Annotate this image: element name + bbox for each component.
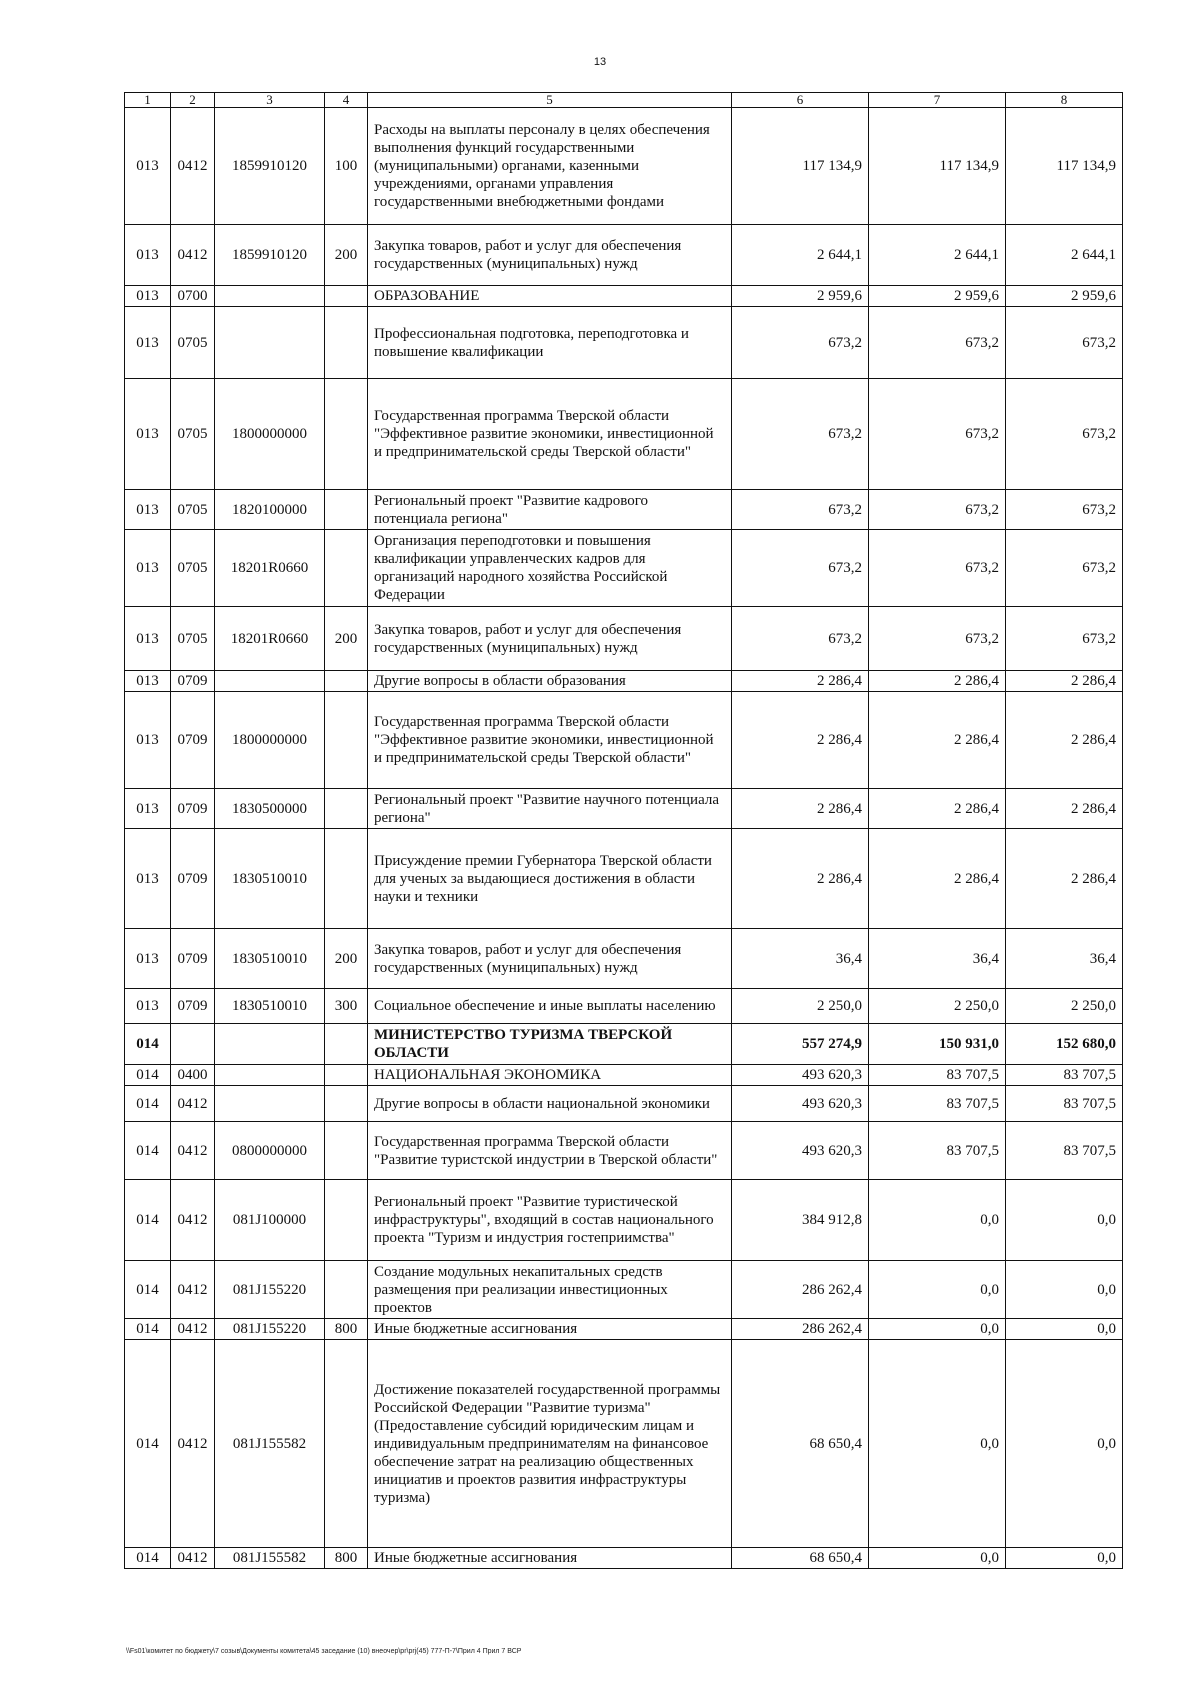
amount-year1-cell: 2 286,4 xyxy=(732,671,869,692)
table-row xyxy=(125,1122,1123,1180)
table-row xyxy=(125,671,1123,692)
amount-year3-cell: 0,0 xyxy=(1006,1180,1123,1261)
admin-code-cell: 013 xyxy=(125,692,171,789)
table-row xyxy=(125,1319,1123,1340)
item-name-cell: ОБРАЗОВАНИЕ xyxy=(368,286,732,307)
expense-type-cell: 300 xyxy=(325,989,368,1024)
section-code-cell: 0705 xyxy=(171,607,215,671)
expense-type-cell xyxy=(325,1122,368,1180)
admin-code-cell: 013 xyxy=(125,607,171,671)
amount-year1-cell: 36,4 xyxy=(732,929,869,989)
amount-year2-cell: 2 250,0 xyxy=(869,989,1006,1024)
item-name-cell: Создание модульных некапитальных средств размещения при реализации инвестиционных проектов xyxy=(368,1261,732,1319)
admin-code-cell: 013 xyxy=(125,929,171,989)
target-code-cell: 1830500000 xyxy=(215,789,325,829)
target-code-cell: 081J155582 xyxy=(215,1548,325,1569)
amount-year3-cell: 2 644,1 xyxy=(1006,225,1123,286)
table-row xyxy=(125,1261,1123,1319)
target-code-cell: 1830510010 xyxy=(215,989,325,1024)
section-code-cell xyxy=(171,1024,215,1065)
item-name-cell: МИНИСТЕРСТВО ТУРИЗМА ТВЕРСКОЙ ОБЛАСТИ xyxy=(368,1024,732,1065)
section-code-cell: 0709 xyxy=(171,989,215,1024)
column-header: 3 xyxy=(215,93,325,108)
table-row xyxy=(125,829,1123,929)
section-code-cell: 0705 xyxy=(171,307,215,379)
column-header: 4 xyxy=(325,93,368,108)
amount-year3-cell: 0,0 xyxy=(1006,1340,1123,1548)
expense-type-cell xyxy=(325,829,368,929)
item-name-cell: Закупка товаров, работ и услуг для обеспечения государственных (муниципальных) нужд xyxy=(368,929,732,989)
section-code-cell: 0412 xyxy=(171,1340,215,1548)
table-row xyxy=(125,1180,1123,1261)
table-row xyxy=(125,225,1123,286)
amount-year1-cell: 493 620,3 xyxy=(732,1122,869,1180)
section-code-cell: 0709 xyxy=(171,829,215,929)
section-code-cell: 0412 xyxy=(171,1319,215,1340)
admin-code-cell: 013 xyxy=(125,490,171,530)
admin-code-cell: 013 xyxy=(125,829,171,929)
amount-year1-cell: 117 134,9 xyxy=(732,108,869,225)
admin-code-cell: 013 xyxy=(125,225,171,286)
amount-year1-cell: 2 250,0 xyxy=(732,989,869,1024)
column-header: 1 xyxy=(125,93,171,108)
amount-year3-cell: 152 680,0 xyxy=(1006,1024,1123,1065)
amount-year2-cell: 83 707,5 xyxy=(869,1086,1006,1122)
expense-type-cell xyxy=(325,692,368,789)
amount-year2-cell: 0,0 xyxy=(869,1340,1006,1548)
expense-type-cell xyxy=(325,490,368,530)
amount-year3-cell: 673,2 xyxy=(1006,607,1123,671)
amount-year2-cell: 673,2 xyxy=(869,530,1006,607)
table-row xyxy=(125,989,1123,1024)
amount-year3-cell: 2 286,4 xyxy=(1006,789,1123,829)
amount-year3-cell: 673,2 xyxy=(1006,307,1123,379)
table-row xyxy=(125,692,1123,789)
table-row xyxy=(125,286,1123,307)
table-row xyxy=(125,789,1123,829)
item-name-cell: Организация переподготовки и повышения квалификации управленческих кадров для организаций народного хозяйства Российской Федерации xyxy=(368,530,732,607)
expense-type-cell: 200 xyxy=(325,929,368,989)
amount-year1-cell: 2 286,4 xyxy=(732,692,869,789)
target-code-cell: 18201R0660 xyxy=(215,530,325,607)
admin-code-cell: 014 xyxy=(125,1065,171,1086)
target-code-cell: 1859910120 xyxy=(215,108,325,225)
item-name-cell: Региональный проект "Развитие кадрового потенциала региона" xyxy=(368,490,732,530)
column-header-row xyxy=(125,93,1123,108)
amount-year3-cell: 2 250,0 xyxy=(1006,989,1123,1024)
amount-year1-cell: 493 620,3 xyxy=(732,1065,869,1086)
item-name-cell: Государственная программа Тверской области "Эффективное развитие экономики, инвестиционной и предпринимательской среды Тверской области" xyxy=(368,692,732,789)
target-code-cell xyxy=(215,286,325,307)
item-name-cell: Государственная программа Тверской области "Развитие туристской индустрии в Тверской области" xyxy=(368,1122,732,1180)
item-name-cell: Профессиональная подготовка, переподготовка и повышение квалификации xyxy=(368,307,732,379)
section-code-cell: 0705 xyxy=(171,490,215,530)
target-code-cell: 081J155220 xyxy=(215,1261,325,1319)
admin-code-cell: 014 xyxy=(125,1122,171,1180)
item-name-cell: Присуждение премии Губернатора Тверской области для ученых за выдающиеся достижения в области науки и техники xyxy=(368,829,732,929)
amount-year1-cell: 2 644,1 xyxy=(732,225,869,286)
amount-year2-cell: 150 931,0 xyxy=(869,1024,1006,1065)
amount-year1-cell: 2 286,4 xyxy=(732,829,869,929)
item-name-cell: НАЦИОНАЛЬНАЯ ЭКОНОМИКА xyxy=(368,1065,732,1086)
column-header: 7 xyxy=(869,93,1006,108)
target-code-cell: 081J100000 xyxy=(215,1180,325,1261)
amount-year2-cell: 673,2 xyxy=(869,379,1006,490)
section-code-cell: 0412 xyxy=(171,1261,215,1319)
admin-code-cell: 013 xyxy=(125,379,171,490)
admin-code-cell: 014 xyxy=(125,1261,171,1319)
item-name-cell: Другие вопросы в области образования xyxy=(368,671,732,692)
target-code-cell: 1830510010 xyxy=(215,929,325,989)
table-body xyxy=(125,93,1123,1569)
amount-year2-cell: 36,4 xyxy=(869,929,1006,989)
table-row xyxy=(125,1086,1123,1122)
amount-year3-cell: 117 134,9 xyxy=(1006,108,1123,225)
item-name-cell: Закупка товаров, работ и услуг для обеспечения государственных (муниципальных) нужд xyxy=(368,607,732,671)
expense-type-cell: 200 xyxy=(325,225,368,286)
section-code-cell: 0709 xyxy=(171,671,215,692)
amount-year3-cell: 2 286,4 xyxy=(1006,671,1123,692)
amount-year1-cell: 2 286,4 xyxy=(732,789,869,829)
admin-code-cell: 014 xyxy=(125,1024,171,1065)
expense-type-cell xyxy=(325,307,368,379)
amount-year1-cell: 68 650,4 xyxy=(732,1340,869,1548)
expense-type-cell xyxy=(325,1340,368,1548)
section-code-cell: 0412 xyxy=(171,1122,215,1180)
amount-year1-cell: 2 959,6 xyxy=(732,286,869,307)
amount-year1-cell: 673,2 xyxy=(732,607,869,671)
amount-year3-cell: 2 286,4 xyxy=(1006,829,1123,929)
target-code-cell: 1830510010 xyxy=(215,829,325,929)
section-code-cell: 0400 xyxy=(171,1065,215,1086)
item-name-cell: Социальное обеспечение и иные выплаты населению xyxy=(368,989,732,1024)
section-code-cell: 0709 xyxy=(171,692,215,789)
target-code-cell xyxy=(215,671,325,692)
amount-year1-cell: 493 620,3 xyxy=(732,1086,869,1122)
admin-code-cell: 013 xyxy=(125,671,171,692)
expense-type-cell xyxy=(325,1065,368,1086)
table-row xyxy=(125,607,1123,671)
amount-year3-cell: 0,0 xyxy=(1006,1548,1123,1569)
admin-code-cell: 013 xyxy=(125,789,171,829)
table-row xyxy=(125,1024,1123,1065)
target-code-cell: 1820100000 xyxy=(215,490,325,530)
expense-type-cell xyxy=(325,1024,368,1065)
section-code-cell: 0700 xyxy=(171,286,215,307)
amount-year3-cell: 673,2 xyxy=(1006,490,1123,530)
table-row xyxy=(125,307,1123,379)
amount-year1-cell: 68 650,4 xyxy=(732,1548,869,1569)
section-code-cell: 0705 xyxy=(171,379,215,490)
item-name-cell: Иные бюджетные ассигнования xyxy=(368,1548,732,1569)
admin-code-cell: 014 xyxy=(125,1086,171,1122)
section-code-cell: 0709 xyxy=(171,929,215,989)
expense-type-cell: 800 xyxy=(325,1548,368,1569)
item-name-cell: Государственная программа Тверской области "Эффективное развитие экономики, инвестиционной и предпринимательской среды Тверской области" xyxy=(368,379,732,490)
amount-year1-cell: 673,2 xyxy=(732,379,869,490)
expense-type-cell xyxy=(325,379,368,490)
expense-type-cell xyxy=(325,286,368,307)
amount-year3-cell: 0,0 xyxy=(1006,1319,1123,1340)
amount-year3-cell: 83 707,5 xyxy=(1006,1086,1123,1122)
amount-year2-cell: 673,2 xyxy=(869,307,1006,379)
table-row xyxy=(125,929,1123,989)
admin-code-cell: 013 xyxy=(125,530,171,607)
item-name-cell: Закупка товаров, работ и услуг для обеспечения государственных (муниципальных) нужд xyxy=(368,225,732,286)
amount-year2-cell: 673,2 xyxy=(869,490,1006,530)
amount-year1-cell: 673,2 xyxy=(732,307,869,379)
expense-type-cell: 100 xyxy=(325,108,368,225)
amount-year3-cell: 2 286,4 xyxy=(1006,692,1123,789)
table-row xyxy=(125,1065,1123,1086)
amount-year3-cell: 83 707,5 xyxy=(1006,1122,1123,1180)
admin-code-cell: 014 xyxy=(125,1340,171,1548)
amount-year2-cell: 2 644,1 xyxy=(869,225,1006,286)
amount-year2-cell: 2 286,4 xyxy=(869,671,1006,692)
amount-year2-cell: 0,0 xyxy=(869,1261,1006,1319)
section-code-cell: 0412 xyxy=(171,108,215,225)
target-code-cell: 081J155220 xyxy=(215,1319,325,1340)
admin-code-cell: 014 xyxy=(125,1548,171,1569)
target-code-cell xyxy=(215,307,325,379)
table-row xyxy=(125,1548,1123,1569)
table-row xyxy=(125,1340,1123,1548)
amount-year2-cell: 2 286,4 xyxy=(869,789,1006,829)
item-name-cell: Региональный проект "Развитие туристической инфраструктуры", входящий в состав национального проекта "Туризм и индустрия гостеприимства" xyxy=(368,1180,732,1261)
budget-table xyxy=(124,92,1123,1569)
expense-type-cell xyxy=(325,1180,368,1261)
amount-year2-cell: 0,0 xyxy=(869,1319,1006,1340)
amount-year3-cell: 673,2 xyxy=(1006,530,1123,607)
amount-year3-cell: 0,0 xyxy=(1006,1261,1123,1319)
target-code-cell: 18201R0660 xyxy=(215,607,325,671)
expense-type-cell xyxy=(325,1086,368,1122)
section-code-cell: 0412 xyxy=(171,1548,215,1569)
column-header: 6 xyxy=(732,93,869,108)
amount-year1-cell: 673,2 xyxy=(732,530,869,607)
item-name-cell: Расходы на выплаты персоналу в целях обеспечения выполнения функций государственными (муниципальными) органами, казенными учреждениями, органами управления государственными внебюджетными фондами xyxy=(368,108,732,225)
section-code-cell: 0705 xyxy=(171,530,215,607)
amount-year2-cell: 0,0 xyxy=(869,1548,1006,1569)
amount-year1-cell: 286 262,4 xyxy=(732,1319,869,1340)
amount-year2-cell: 673,2 xyxy=(869,607,1006,671)
amount-year1-cell: 286 262,4 xyxy=(732,1261,869,1319)
amount-year3-cell: 2 959,6 xyxy=(1006,286,1123,307)
section-code-cell: 0412 xyxy=(171,1180,215,1261)
table-row xyxy=(125,108,1123,225)
target-code-cell xyxy=(215,1065,325,1086)
amount-year3-cell: 83 707,5 xyxy=(1006,1065,1123,1086)
item-name-cell: Региональный проект "Развитие научного потенциала региона" xyxy=(368,789,732,829)
admin-code-cell: 014 xyxy=(125,1180,171,1261)
target-code-cell: 0800000000 xyxy=(215,1122,325,1180)
amount-year1-cell: 673,2 xyxy=(732,490,869,530)
table-row xyxy=(125,490,1123,530)
expense-type-cell: 200 xyxy=(325,607,368,671)
expense-type-cell xyxy=(325,530,368,607)
target-code-cell xyxy=(215,1086,325,1122)
target-code-cell: 1800000000 xyxy=(215,379,325,490)
amount-year2-cell: 83 707,5 xyxy=(869,1122,1006,1180)
column-header: 8 xyxy=(1006,93,1123,108)
page-number: 13 xyxy=(593,56,607,68)
footer-file-path: \\Fs01\комитет по бюджету\7 созыв\Документы комитета\45 заседание (10) внеочер\pr\prj(45) 777-П-7\Прил 4 Прил 7 ВСР xyxy=(126,1648,522,1655)
amount-year2-cell: 0,0 xyxy=(869,1180,1006,1261)
expense-type-cell xyxy=(325,789,368,829)
expense-type-cell xyxy=(325,1261,368,1319)
item-name-cell: Иные бюджетные ассигнования xyxy=(368,1319,732,1340)
amount-year3-cell: 36,4 xyxy=(1006,929,1123,989)
section-code-cell: 0412 xyxy=(171,225,215,286)
amount-year1-cell: 557 274,9 xyxy=(732,1024,869,1065)
table-row xyxy=(125,379,1123,490)
expense-type-cell xyxy=(325,671,368,692)
amount-year2-cell: 2 959,6 xyxy=(869,286,1006,307)
admin-code-cell: 013 xyxy=(125,989,171,1024)
column-header: 2 xyxy=(171,93,215,108)
section-code-cell: 0709 xyxy=(171,789,215,829)
column-header: 5 xyxy=(368,93,732,108)
target-code-cell: 1859910120 xyxy=(215,225,325,286)
target-code-cell: 1800000000 xyxy=(215,692,325,789)
admin-code-cell: 013 xyxy=(125,108,171,225)
admin-code-cell: 013 xyxy=(125,286,171,307)
amount-year1-cell: 384 912,8 xyxy=(732,1180,869,1261)
table-row xyxy=(125,530,1123,607)
expense-type-cell: 800 xyxy=(325,1319,368,1340)
amount-year2-cell: 83 707,5 xyxy=(869,1065,1006,1086)
target-code-cell: 081J155582 xyxy=(215,1340,325,1548)
section-code-cell: 0412 xyxy=(171,1086,215,1122)
amount-year2-cell: 2 286,4 xyxy=(869,692,1006,789)
amount-year2-cell: 117 134,9 xyxy=(869,108,1006,225)
admin-code-cell: 013 xyxy=(125,307,171,379)
amount-year2-cell: 2 286,4 xyxy=(869,829,1006,929)
admin-code-cell: 014 xyxy=(125,1319,171,1340)
amount-year3-cell: 673,2 xyxy=(1006,379,1123,490)
item-name-cell: Другие вопросы в области национальной экономики xyxy=(368,1086,732,1122)
target-code-cell xyxy=(215,1024,325,1065)
item-name-cell: Достижение показателей государственной программы Российской Федерации "Развитие туризма" (Предоставление субсидий юридическим лицам и индивидуальным предпринимателям на финансовое обеспечение затрат на реализацию общественных инициатив и проектов развития инфраструктуры туризма) xyxy=(368,1340,732,1548)
